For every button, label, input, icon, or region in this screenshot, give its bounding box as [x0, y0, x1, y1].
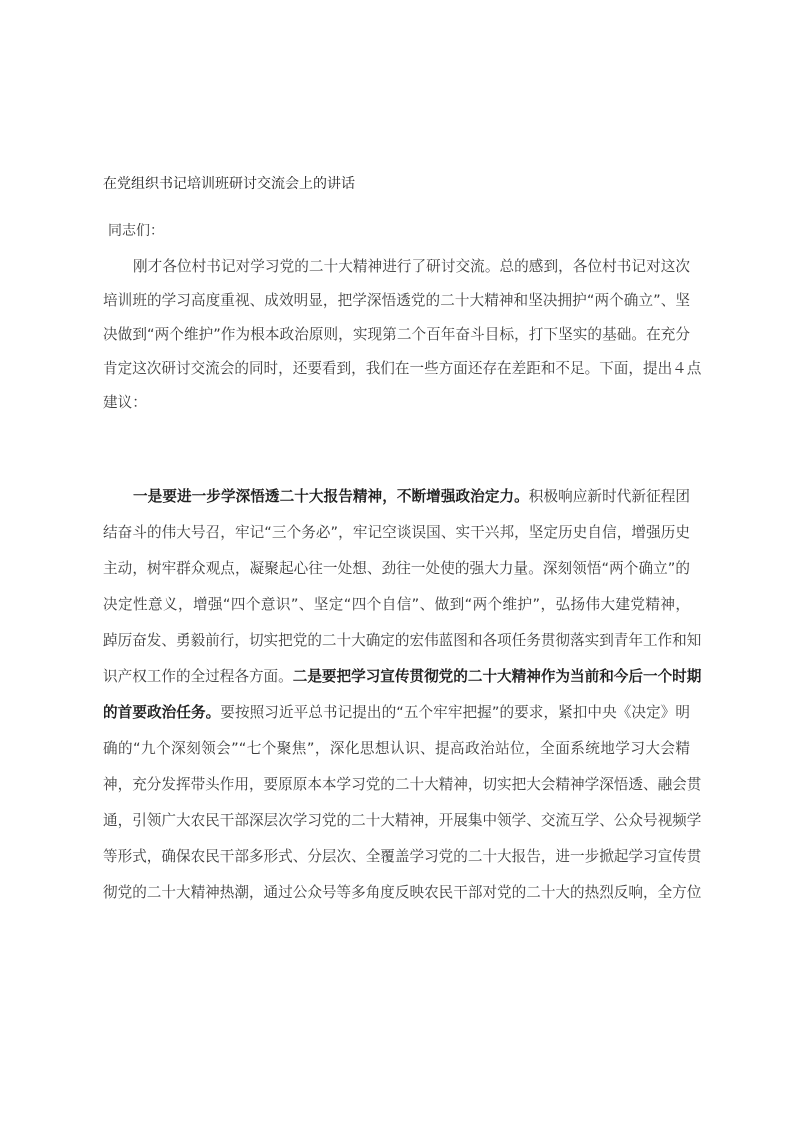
paragraph-line [103, 775, 702, 795]
text-segment: 通，引领广大农民干部深层次学习党的二十大精神，开展集中领学、交流互学、公众号视频学 [103, 812, 702, 829]
text-segment: 确的“九个深刻领会”“七个聚焦”，深化思想认识、提高政治站位，全面系统地学习大会精 [103, 740, 690, 757]
text-segment: 等形式，确保农民干部多形式、分层次、全覆盖学习党的二十大报告，进一步掀起学习宣传贯 [103, 848, 702, 865]
paragraph-line [103, 359, 702, 379]
paragraph-line [103, 291, 690, 311]
greeting: 同志们： [108, 223, 164, 239]
paragraph-line [103, 883, 702, 903]
paragraph-line [103, 523, 690, 543]
paragraph-line [103, 703, 690, 723]
text-segment: 识产权工作的全过程各方面。 [103, 668, 293, 685]
paragraph-line [103, 847, 702, 867]
bold-text-segment: 二是要把学习宣传贯彻党的二十大精神作为当前和今后一个时期 [292, 668, 702, 685]
text-segment: 积极响应新时代新征程团 [528, 488, 690, 505]
text-segment: 结奋斗的伟大号召，牢记“三个务必”，牢记空谈误国、实干兴邦，坚定历史自信，增强历史 [103, 524, 690, 541]
paragraph-line [103, 559, 690, 579]
paragraph-line [103, 811, 702, 831]
text-segment: 决做到“两个维护”作为根本政治原则，实现第二个百年奋斗目标，打下坚实的基础。在充分 [103, 326, 690, 343]
paragraph-line [103, 667, 702, 687]
text-segment: 刚才各位村书记对学习党的二十大精神进行了研讨交流。总的感到，各位村书记对这次 [133, 258, 690, 275]
paragraph-line [103, 631, 702, 651]
text-segment: 彻党的二十大精神热潮，通过公众号等多角度反映农民干部对党的二十大的热烈反响，全方位 [103, 884, 702, 901]
bold-text-segment: 的首要政治任务。 [103, 704, 221, 721]
text-segment: 肯定这次研讨交流会的同时，还要看到，我们在一些方面还存在差距和不足。下面，提出４点 [103, 360, 702, 377]
paragraph-line [103, 325, 690, 345]
text-segment: 建议： [103, 394, 147, 411]
text-segment: 要按照习近平总书记提出的“五个牢牢把握”的要求，紧扣中央《决定》明 [220, 704, 690, 721]
text-segment: 决定性意义，增强“四个意识”、坚定“四个自信”、做到“两个维护”，弘扬伟大建党精神， [103, 596, 690, 613]
text-segment: 神，充分发挥带头作用，要原原本本学习党的二十大精神，切实把大会精神学深悟透、融会贯 [103, 776, 702, 793]
paragraph-line [103, 739, 690, 759]
bold-text-segment: 一是要进一步学深悟透二十大报告精神，不断增强政治定力。 [133, 488, 529, 505]
text-segment: 培训班的学习高度重视、成效明显，把学深悟透党的二十大精神和坚决拥护“两个确立”、坚 [103, 292, 690, 309]
document-title: 在党组织书记培训班研讨交流会上的讲话 [103, 176, 355, 192]
text-segment: 主动，树牢群众观点，凝聚起心往一处想、劲往一处使的强大力量。深刻领悟“两个确立”的 [103, 560, 690, 577]
paragraph-line [103, 393, 690, 413]
paragraph-line [133, 487, 690, 507]
paragraph-line [103, 595, 690, 615]
text-segment: 踔厉奋发、勇毅前行，切实把党的二十大确定的宏伟蓝图和各项任务贯彻落实到青年工作和知 [103, 632, 702, 649]
paragraph-line [133, 257, 690, 277]
